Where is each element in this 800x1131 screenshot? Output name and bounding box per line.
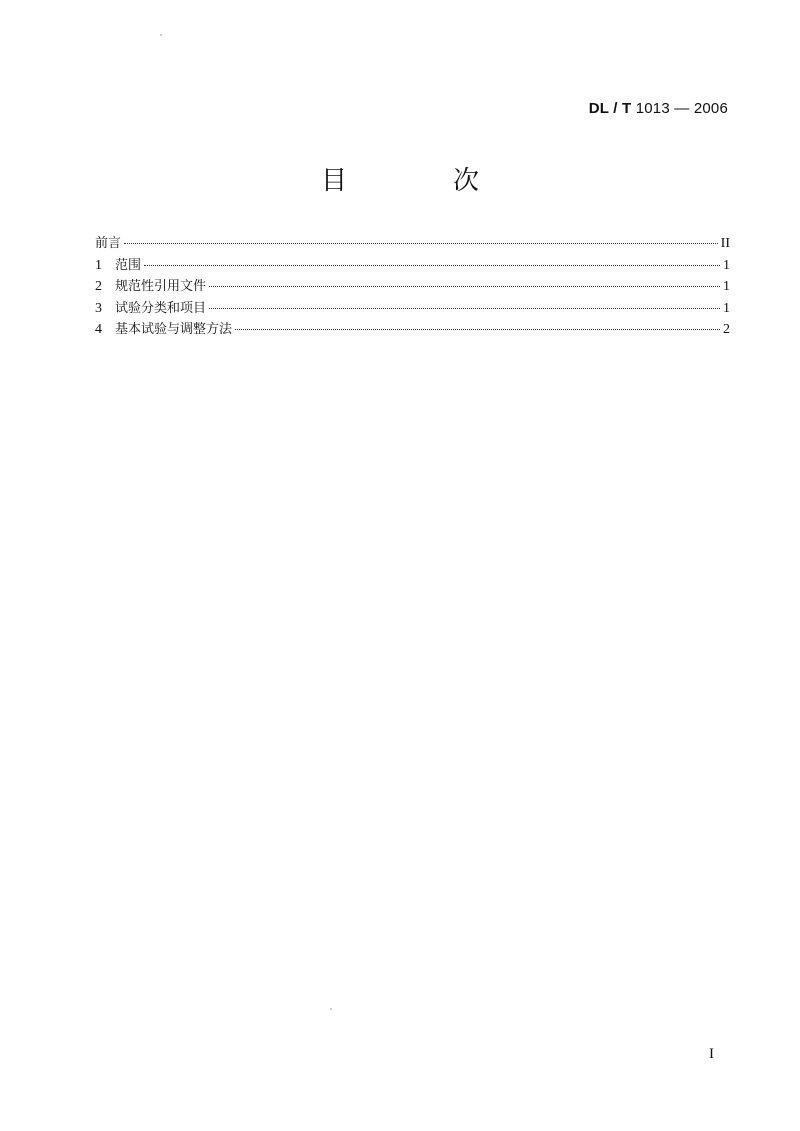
toc-leader-dots (209, 286, 720, 287)
table-of-contents (95, 232, 730, 340)
page-number: I (709, 1046, 714, 1062)
toc-leader-dots (124, 243, 718, 244)
toc-entry-number: 2 (95, 279, 102, 294)
toc-entry-number: 4 (95, 322, 102, 337)
toc-entry-normative-references[interactable] (95, 275, 730, 297)
toc-entry-page: II (720, 236, 730, 251)
scan-speck (330, 1008, 332, 1010)
standard-code-number: 1013 — 2006 (635, 100, 728, 117)
toc-entry-page: 1 (723, 257, 730, 273)
toc-entry-scope[interactable] (95, 254, 730, 276)
toc-entry-label: 基本试验与调整方法 (115, 322, 233, 337)
toc-entry-page: 1 (723, 300, 730, 316)
standard-code (589, 100, 728, 117)
toc-entry-page: 1 (723, 279, 730, 294)
toc-leader-dots (235, 329, 720, 330)
toc-entry-number: 1 (95, 257, 102, 273)
toc-leader-dots (144, 265, 720, 266)
standard-code-prefix: DL / T (588, 100, 632, 117)
toc-entry-label: 规范性引用文件 (115, 279, 207, 294)
page-title: 目 次 (320, 166, 519, 196)
toc-entry-foreword[interactable] (95, 232, 730, 254)
toc-entry-label: 前言 (95, 236, 122, 251)
toc-entry-page: 2 (723, 322, 730, 337)
toc-entry-label: 试验分类和项目 (115, 300, 207, 316)
toc-entry-label: 范围 (115, 257, 142, 273)
toc-entry-test-classification[interactable] (95, 297, 730, 319)
toc-entry-number: 3 (95, 300, 102, 316)
scan-speck (160, 34, 162, 36)
toc-leader-dots (209, 308, 720, 309)
toc-entry-basic-test-methods[interactable] (95, 318, 730, 340)
